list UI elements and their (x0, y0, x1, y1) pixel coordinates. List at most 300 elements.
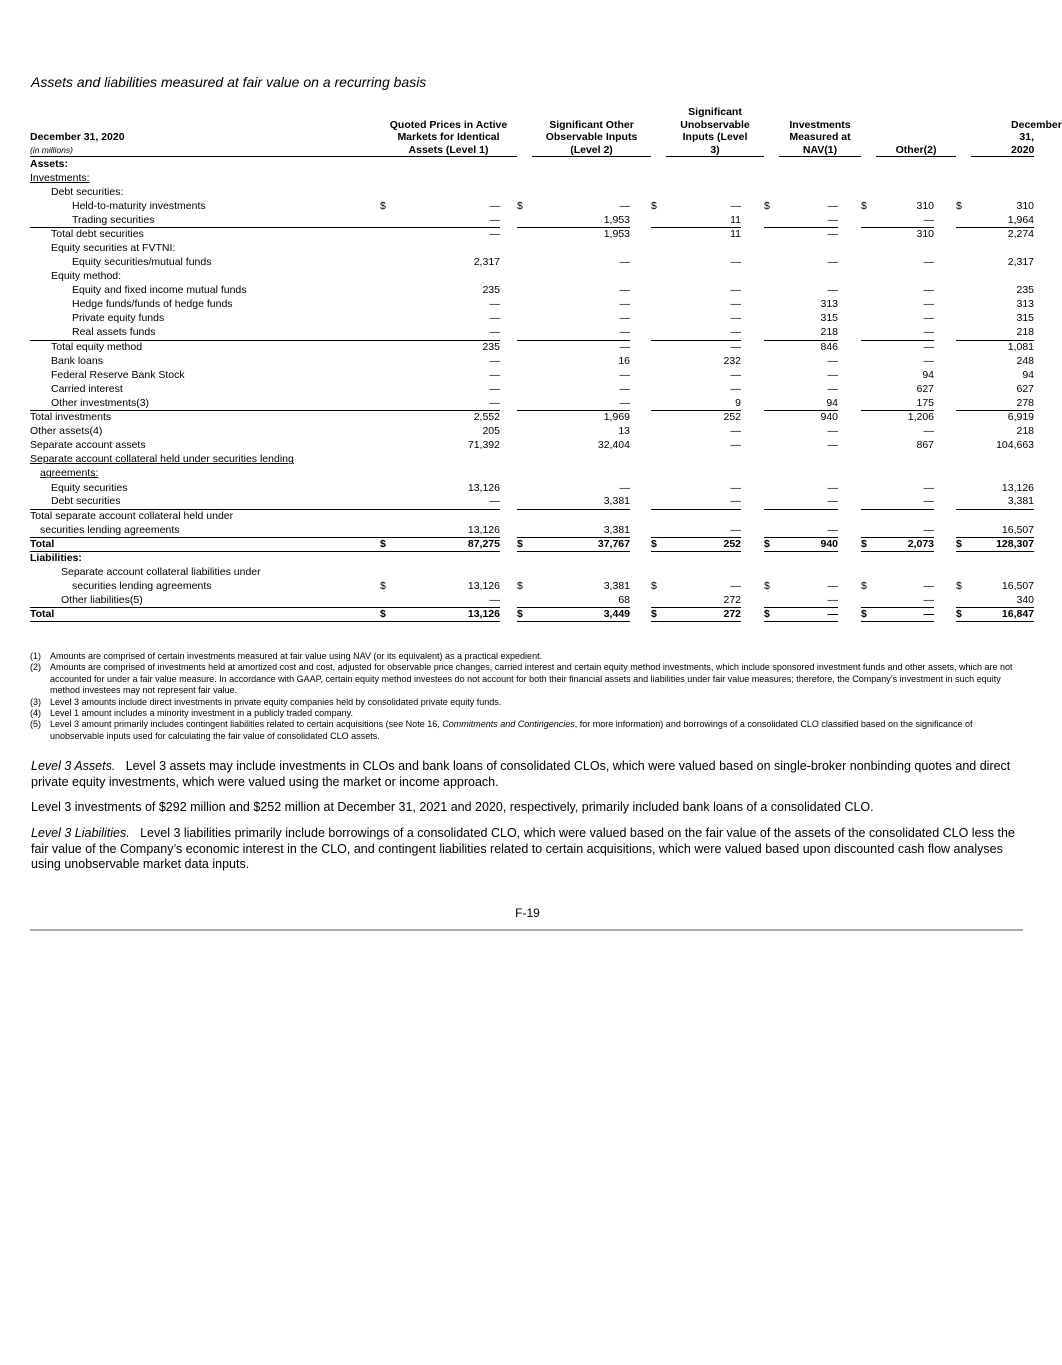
cell-value: 1,953 (532, 227, 630, 241)
cell-value: — (666, 340, 741, 354)
table-row (30, 411, 1034, 425)
cell-value (666, 157, 741, 171)
cell-value: 87,275 (395, 537, 500, 551)
cell-value: — (489, 354, 500, 367)
row-label: Total investments (30, 411, 380, 425)
cell-value (971, 241, 1034, 255)
currency-symbol (861, 382, 876, 396)
cell-value: 13,126 (1001, 481, 1035, 494)
cell-value (666, 566, 741, 580)
cell-value (532, 171, 630, 185)
currency-symbol (956, 213, 971, 227)
cell-value: 310 (876, 227, 934, 241)
header-date: December 31, 2020 (in millions) (30, 106, 380, 157)
cell-value: 3,381 (1007, 495, 1035, 508)
currency-symbol (956, 227, 971, 241)
cell-value (971, 270, 1034, 284)
cell-value: 6,919 (971, 411, 1034, 425)
currency-symbol (651, 227, 666, 241)
cell-value: — (923, 298, 935, 311)
cell-value: — (827, 425, 839, 438)
currency-symbol: $ (764, 537, 779, 551)
currency-symbol (956, 171, 971, 185)
currency-symbol (651, 354, 666, 368)
row-label: Assets: (30, 157, 68, 170)
cell-value: 2,073 (876, 537, 934, 551)
currency-symbol (517, 425, 532, 439)
cell-value: 94 (826, 396, 839, 409)
currency-symbol (651, 467, 666, 481)
cell-value: 16,507 (1001, 580, 1035, 593)
row-label: Debt securities: (51, 185, 124, 198)
currency-symbol (517, 213, 532, 227)
currency-symbol (651, 157, 666, 171)
currency-symbol: $ (517, 199, 523, 212)
row-label: Real assets funds (72, 326, 156, 339)
row-label: Total (30, 537, 380, 551)
cell-value: — (489, 199, 500, 212)
cell-value (395, 566, 500, 580)
cell-value (532, 185, 630, 199)
cell-value: 867 (916, 439, 935, 452)
row-label: Liabilities: (30, 552, 82, 565)
currency-symbol (861, 552, 876, 566)
currency-symbol (956, 396, 971, 410)
currency-symbol (380, 566, 395, 580)
cell-value: — (489, 298, 500, 311)
cell-value (532, 241, 630, 255)
currency-symbol (380, 509, 395, 523)
cell-value (971, 467, 1034, 481)
cell-value: 16,507 (1001, 523, 1035, 536)
currency-symbol (517, 566, 532, 580)
currency-symbol (651, 552, 666, 566)
row-label: Federal Reserve Bank Stock (51, 368, 185, 381)
currency-symbol (861, 241, 876, 255)
footnote-4: (4) Level 1 amount includes a minority investment in a publicly traded company. (30, 708, 353, 719)
cell-value: 13 (618, 425, 630, 438)
cell-value (876, 157, 934, 171)
currency-symbol (517, 523, 532, 537)
col-header-level2: Significant Other Observable Inputs (Level 2) (532, 106, 651, 157)
table-row (30, 326, 1034, 340)
row-label: Private equity funds (72, 312, 165, 325)
currency-symbol (517, 411, 532, 425)
cell-value (532, 453, 630, 467)
table-row (30, 396, 1034, 410)
footnote-1: (1) Amounts are comprised of certain investments measured at fair value using NAV (or its equivalent) as a practical expedient. (30, 651, 543, 661)
table-row (30, 270, 1034, 284)
currency-symbol (956, 411, 971, 425)
table-row (30, 425, 1034, 439)
currency-symbol (517, 256, 532, 270)
row-label: Equity method: (51, 270, 122, 283)
currency-symbol (956, 312, 971, 326)
currency-symbol (956, 298, 971, 312)
currency-symbol (764, 256, 779, 270)
currency-symbol (380, 256, 395, 270)
cell-value (876, 171, 934, 185)
paragraph-level3-liabilities: Level 3 Liabilities. Level 3 liabilities primarily include borrowings of a consolidated CLO, which were valued based on the fair value of the assets of the consolidated CLO less the fair value of the Company’s economic interest in the CLO, and contingent liabilities related to certain acquisitions, which were valued based upon discounted cash flow analyses using unobservable market data inputs. (31, 826, 1015, 871)
cell-value: — (923, 523, 935, 536)
page-bottom-rule (30, 929, 1023, 931)
cell-value: — (619, 396, 630, 409)
currency-symbol (764, 227, 779, 241)
row-label: Total equity method (30, 340, 380, 354)
cell-value: — (730, 284, 742, 297)
cell-value: 340 (1016, 594, 1035, 607)
currency-symbol (861, 495, 876, 509)
row-label: Other assets(4) (30, 425, 103, 438)
currency-symbol: $ (651, 537, 666, 551)
row-label: Equity and fixed income mutual funds (72, 284, 247, 297)
currency-symbol (861, 594, 876, 608)
cell-value: — (619, 199, 630, 212)
currency-symbol (956, 495, 971, 509)
currency-symbol (651, 326, 666, 340)
cell-value: — (827, 354, 839, 367)
table-body (30, 157, 1034, 622)
cell-value (971, 566, 1034, 580)
currency-symbol (861, 298, 876, 312)
table-row (30, 340, 1034, 354)
currency-symbol (517, 509, 532, 523)
col-header-total: December 31, 2020 (971, 106, 1034, 157)
currency-symbol (380, 552, 395, 566)
currency-symbol: $ (380, 608, 395, 622)
cell-value: — (730, 368, 742, 381)
currency-symbol (861, 453, 876, 467)
table-row (30, 439, 1034, 453)
currency-symbol (764, 425, 779, 439)
cell-value (779, 552, 838, 566)
col-header-other: Other(2) (876, 106, 956, 157)
currency-symbol (764, 552, 779, 566)
cell-value (779, 241, 838, 255)
cell-value: 235 (1016, 284, 1035, 297)
cell-value (395, 270, 500, 284)
currency-symbol (651, 481, 666, 495)
currency-symbol (380, 326, 395, 340)
cell-value: 13,126 (467, 580, 500, 593)
row-label: Separate account assets (30, 439, 146, 452)
cell-value: — (923, 580, 935, 593)
currency-symbol (380, 171, 395, 185)
cell-value: — (923, 495, 935, 508)
table-row (30, 354, 1034, 368)
cell-value (779, 270, 838, 284)
currency-symbol (861, 213, 876, 227)
cell-value (779, 509, 838, 523)
footnote-5: (5) Level 3 amount primarily includes contingent liabilities related to certain acquisitions (see Note 16, Commitments and Contingencies, for more information) and borrowings of a consolidated CLO classified based on the significance of unobservable inputs used for calculating the fair value of consolidated CLO assets. (30, 719, 973, 741)
currency-symbol (517, 382, 532, 396)
currency-symbol (764, 368, 779, 382)
cell-value (395, 171, 500, 185)
cell-value: 71,392 (467, 439, 500, 452)
table-row (30, 199, 1034, 213)
currency-symbol (956, 157, 971, 171)
currency-symbol (764, 382, 779, 396)
currency-symbol: $ (956, 580, 962, 593)
cell-value (876, 509, 934, 523)
cell-value (666, 453, 741, 467)
cell-value: 2,317 (473, 256, 500, 269)
page-number: F-19 (515, 906, 540, 920)
currency-symbol (956, 523, 971, 537)
cell-value: 310 (916, 199, 935, 212)
currency-symbol (517, 467, 532, 481)
col-header-level3: Significant Unobservable Inputs (Level 3) (666, 106, 764, 157)
table-row (30, 509, 1034, 523)
currency-symbol (517, 396, 532, 410)
currency-symbol (861, 425, 876, 439)
table-row (30, 495, 1034, 509)
cell-value (971, 157, 1034, 171)
cell-value: 1,969 (532, 411, 630, 425)
cell-value: — (827, 439, 839, 452)
currency-symbol (861, 171, 876, 185)
cell-value (395, 509, 500, 523)
cell-value: 3,381 (603, 495, 630, 508)
cell-value (666, 509, 741, 523)
col-header-level1: Quoted Prices in Active Markets for Identical Assets (Level 1) (380, 106, 517, 157)
currency-symbol (380, 185, 395, 199)
cell-value (666, 467, 741, 481)
cell-value: — (730, 326, 742, 339)
currency-symbol: $ (517, 537, 532, 551)
cell-value: — (923, 425, 935, 438)
cell-value: — (730, 580, 742, 593)
cell-value: — (827, 580, 839, 593)
row-label: Equity securities at FVTNI: (51, 241, 176, 254)
table-row (30, 241, 1034, 255)
col-header-nav: Investments Measured at NAV(1) (779, 106, 861, 157)
cell-value: 232 (723, 354, 742, 367)
currency-symbol (861, 481, 876, 495)
currency-symbol (651, 425, 666, 439)
cell-value: 16 (618, 354, 630, 367)
currency-symbol (380, 213, 395, 227)
currency-symbol (956, 354, 971, 368)
currency-symbol (956, 552, 971, 566)
currency-symbol (651, 312, 666, 326)
cell-value (876, 185, 934, 199)
currency-symbol (764, 270, 779, 284)
row-label: Carried interest (51, 382, 123, 395)
table-row (30, 594, 1034, 608)
cell-value: 310 (1016, 199, 1035, 212)
cell-value (666, 241, 741, 255)
currency-symbol (651, 241, 666, 255)
cell-value: 278 (1016, 396, 1035, 409)
cell-value: 68 (618, 594, 630, 607)
cell-value (532, 552, 630, 566)
currency-symbol: $ (651, 580, 657, 593)
cell-value: — (923, 354, 935, 367)
currency-symbol (651, 523, 666, 537)
table-row (30, 171, 1034, 185)
currency-symbol: $ (380, 199, 386, 212)
currency-symbol (651, 284, 666, 298)
currency-symbol: $ (861, 608, 876, 622)
currency-symbol (764, 594, 779, 608)
currency-symbol (764, 439, 779, 453)
cell-value: 128,307 (971, 537, 1034, 551)
cell-value: — (730, 481, 742, 494)
currency-symbol (651, 495, 666, 509)
cell-value: — (923, 326, 935, 339)
currency-symbol (380, 354, 395, 368)
row-label: securities lending agreements (72, 580, 212, 593)
row-label: Hedge funds/funds of hedge funds (72, 298, 233, 311)
currency-symbol (764, 326, 779, 340)
cell-value: — (827, 495, 839, 508)
currency-symbol (764, 411, 779, 425)
currency-symbol (517, 481, 532, 495)
cell-value: 235 (395, 340, 500, 354)
row-label: Bank loans (51, 354, 103, 367)
currency-symbol: $ (764, 199, 770, 212)
cell-value: — (827, 368, 839, 381)
currency-symbol (861, 411, 876, 425)
currency-symbol (651, 185, 666, 199)
cell-value: 175 (916, 396, 935, 409)
cell-value: 272 (666, 608, 741, 622)
cell-value (876, 453, 934, 467)
cell-value (779, 467, 838, 481)
table-row (30, 298, 1034, 312)
cell-value: — (619, 284, 630, 297)
cell-value: — (923, 312, 935, 325)
footnote-3: (3) Level 3 amounts include direct investments in private equity companies held by consolidated private equity funds. (30, 696, 502, 707)
cell-value (395, 552, 500, 566)
cell-value: — (827, 594, 839, 607)
cell-value (971, 552, 1034, 566)
currency-symbol (764, 171, 779, 185)
currency-symbol (517, 157, 532, 171)
currency-symbol (380, 467, 395, 481)
currency-symbol (861, 368, 876, 382)
table-row (30, 368, 1034, 382)
currency-symbol: $ (956, 199, 962, 212)
currency-symbol (517, 284, 532, 298)
currency-symbol (651, 509, 666, 523)
paragraph-level3-investments: Level 3 investments of $292 million and $252 million at December 31, 2021 and 2020, respectively, primarily included bank loans of a consolidated CLO. (31, 800, 874, 814)
currency-symbol (380, 157, 395, 171)
currency-symbol (517, 495, 532, 509)
currency-symbol: $ (956, 608, 971, 622)
currency-symbol (956, 481, 971, 495)
paragraph-level3-assets: Level 3 Assets. Level 3 assets may include investments in CLOs and bank loans of consolidated CLOs, which were valued based on single-broker nonbinding quotes and direct private equity investments, which were valued using the market or income approach. (31, 759, 1011, 789)
currency-symbol: $ (764, 608, 779, 622)
cell-value: 205 (482, 425, 500, 438)
table-row (30, 312, 1034, 326)
currency-symbol (861, 227, 876, 241)
cell-value (971, 185, 1034, 199)
table-row (30, 284, 1034, 298)
currency-symbol (764, 453, 779, 467)
currency-symbol: $ (861, 199, 867, 212)
table-row (30, 566, 1034, 580)
currency-symbol (861, 270, 876, 284)
currency-symbol (956, 326, 971, 340)
currency-symbol (517, 185, 532, 199)
cell-value: 16,847 (971, 608, 1034, 622)
cell-value: — (730, 199, 742, 212)
currency-symbol (651, 298, 666, 312)
cell-value (666, 171, 741, 185)
currency-symbol: $ (651, 199, 657, 212)
cell-value (779, 185, 838, 199)
currency-symbol (861, 256, 876, 270)
row-label: securities lending agreements (40, 523, 180, 536)
cell-value: — (827, 213, 839, 226)
cell-value: 218 (1016, 326, 1035, 339)
currency-symbol (380, 298, 395, 312)
currency-symbol (651, 396, 666, 410)
currency-symbol (956, 256, 971, 270)
currency-symbol (380, 382, 395, 396)
currency-symbol (517, 227, 532, 241)
currency-symbol (956, 185, 971, 199)
row-label: Total (30, 608, 380, 622)
cell-value: — (489, 594, 500, 607)
row-label: Investments: (30, 171, 90, 184)
currency-symbol (651, 411, 666, 425)
currency-symbol (764, 523, 779, 537)
cell-value: — (827, 481, 839, 494)
currency-symbol (380, 227, 395, 241)
cell-value: — (489, 495, 500, 508)
currency-symbol (764, 495, 779, 509)
currency-symbol (764, 354, 779, 368)
currency-symbol (517, 298, 532, 312)
cell-value: 218 (820, 326, 839, 339)
currency-symbol: $ (380, 580, 386, 593)
cell-value: 2,317 (1007, 256, 1035, 269)
currency-symbol (651, 566, 666, 580)
currency-symbol (764, 284, 779, 298)
currency-symbol (861, 396, 876, 410)
currency-symbol: $ (380, 537, 395, 551)
currency-symbol: $ (651, 608, 666, 622)
cell-value: 1,206 (876, 411, 934, 425)
cell-value: — (619, 298, 630, 311)
currency-symbol (380, 481, 395, 495)
currency-symbol (380, 411, 395, 425)
row-label: Separate account collateral held under securities lending (30, 453, 294, 466)
currency-symbol (517, 340, 532, 354)
cell-value: — (619, 382, 630, 395)
cell-value (971, 509, 1034, 523)
currency-symbol (861, 284, 876, 298)
table-row (30, 537, 1034, 551)
cell-value: — (730, 382, 742, 395)
cell-value (532, 157, 630, 171)
cell-value: — (779, 227, 838, 241)
cell-value (666, 270, 741, 284)
currency-symbol: $ (861, 580, 867, 593)
currency-symbol (517, 354, 532, 368)
currency-symbol (956, 566, 971, 580)
header-units: (in millions) (30, 144, 73, 155)
cell-value: 13,126 (467, 523, 500, 536)
cell-value (876, 270, 934, 284)
currency-symbol (651, 594, 666, 608)
currency-symbol (380, 594, 395, 608)
row-label: Total separate account collateral held under (30, 509, 380, 523)
currency-symbol (764, 509, 779, 523)
